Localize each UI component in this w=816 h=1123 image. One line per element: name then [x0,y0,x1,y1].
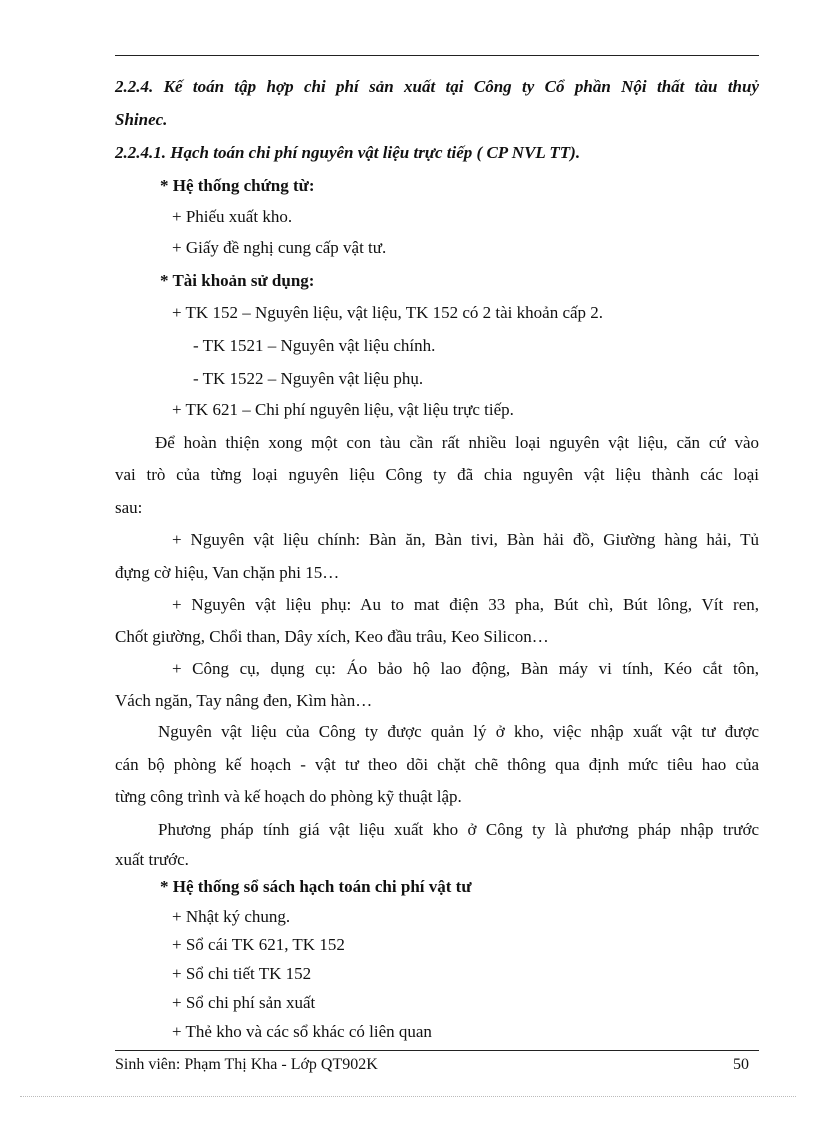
material-category-line: + Công cụ, dụng cụ: Áo bảo hộ lao động, Bàn máy vi tính, Kéo cắt tôn, [172,659,759,678]
section-heading-2-2-4: 2.2.4. Kế toán tập hợp chi phí sản xuất tại Công ty Cổ phần Nội thất tàu thuỷ [115,77,759,96]
footer-rule [115,1050,759,1051]
paragraph-line: từng công trình và kế hoạch do phòng kỹ thuật lập. [115,787,462,806]
paragraph-line: Phương pháp tính giá vật liệu xuất kho ở Công ty là phương pháp nhập trước [158,820,759,839]
paragraph-line: xuất trước. [115,850,189,869]
book-item: + Nhật ký chung. [172,907,291,926]
book-item: + Sổ chi tiết TK 152 [172,964,312,983]
book-item: + Thẻ kho và các sổ khác có liên quan [172,1022,432,1041]
section-heading-2-2-4-cont: Shinec. [115,110,168,129]
header-rule [115,55,759,56]
material-category-line: Chốt giường, Chổi than, Dây xích, Keo đầu trâu, Keo Silicon… [115,627,549,646]
paragraph-line: Để hoàn thiện xong một con tàu cần rất nhiều loại nguyên vật liệu, căn cứ vào [155,433,759,452]
voucher-item: + Giấy đề nghị cung cấp vật tư. [172,238,387,257]
page-number: 50 [733,1056,749,1073]
account-item: + TK 621 – Chi phí nguyên liệu, vật liệu trực tiếp. [172,400,514,419]
bookkeeping-system-title: * Hệ thống sổ sách hạch toán chi phí vật tư [160,877,472,896]
paragraph-line: vai trò của từng loại nguyên liệu Công ty đã chia nguyên vật liệu thành các loại [115,465,759,484]
material-category-line: + Nguyên vật liệu phụ: Au to mat điện 33 pha, Bút chì, Bút lông, Vít ren, [172,595,759,614]
book-item: + Sổ chi phí sản xuất [172,993,316,1012]
footer-student-info: Sinh viên: Phạm Thị Kha - Lớp QT902K [115,1056,378,1073]
material-category-line: + Nguyên vật liệu chính: Bàn ăn, Bàn tivi, Bàn hải đồ, Giường hàng hải, Tủ [172,530,759,549]
sub-account-item: - TK 1522 – Nguyên vật liệu phụ. [193,369,424,388]
voucher-system-title: * Hệ thống chứng từ: [160,176,315,195]
material-category-line: Vách ngăn, Tay nâng đen, Kìm hàn… [115,691,373,710]
paragraph-line: sau: [115,498,143,517]
account-item: + TK 152 – Nguyên liệu, vật liệu, TK 152 có 2 tài khoản cấp 2. [172,303,604,322]
accounts-used-title: * Tài khoản sử dụng: [160,271,315,290]
book-item: + Sổ cái TK 621, TK 152 [172,935,345,954]
page-bottom-divider [20,1096,796,1097]
paragraph-line: cán bộ phòng kế hoạch - vật tư theo dõi chặt chẽ thông qua định mức tiêu hao của [115,755,759,774]
material-category-line: đựng cờ hiệu, Van chặn phi 15… [115,563,340,582]
voucher-item: + Phiếu xuất kho. [172,207,293,226]
sub-account-item: - TK 1521 – Nguyên vật liệu chính. [193,336,436,355]
paragraph-line: Nguyên vật liệu của Công ty được quản lý ở kho, việc nhập xuất vật tư được [158,722,759,741]
section-heading-2-2-4-1: 2.2.4.1. Hạch toán chi phí nguyên vật liệu trực tiếp ( CP NVL TT). [115,143,581,162]
